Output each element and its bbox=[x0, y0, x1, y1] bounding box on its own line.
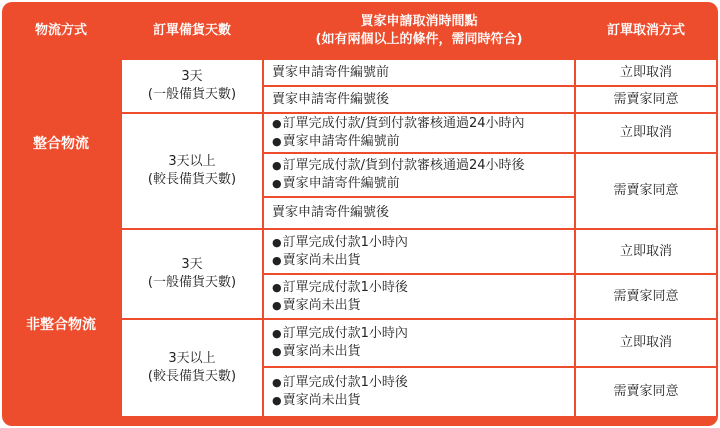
non-integrated-long-condition-1-line1: ● 訂單完成付款1小時內 bbox=[272, 325, 408, 343]
integrated-normal-condition-after bbox=[264, 87, 574, 112]
integrated-normal-days-line1: 3天 bbox=[181, 69, 203, 84]
non-integrated-normal-result-approval bbox=[576, 275, 716, 318]
integrated-normal-condition-before bbox=[264, 60, 574, 85]
header-cancel-method bbox=[576, 2, 716, 60]
non-integrated-normal-condition-2-line1: ● 訂單完成付款1小時後 bbox=[272, 279, 408, 297]
non-integrated-normal-condition-2-line2: ● 賣家尚未出貨 bbox=[272, 297, 361, 315]
integrated-normal-condition-after-text: 賣家申請寄件編號後 bbox=[272, 91, 390, 107]
header-logistics-method-label: 物流方式 bbox=[34, 23, 87, 38]
integrated-long-days-line1: 3天以上 bbox=[168, 154, 216, 169]
non-integrated-long-condition-1-line2: ● 賣家尚未出貨 bbox=[272, 343, 361, 361]
non-integrated-long-result-approval-text: 需賣家同意 bbox=[613, 384, 679, 399]
category-non-integrated-label: 非整合物流 bbox=[26, 317, 96, 333]
header-prep-days bbox=[122, 2, 262, 60]
header-prep-days-label: 訂單備貨天數 bbox=[152, 23, 231, 38]
non-integrated-normal-condition-1-line1: ● 訂單完成付款1小時內 bbox=[272, 234, 408, 252]
integrated-long-condition-3-text: 賣家申請寄件編號後 bbox=[272, 205, 390, 220]
integrated-long-condition-2-line2: ● 賣家申請寄件編號前 bbox=[272, 175, 400, 193]
non-integrated-long-result-cancel-text: 立即取消 bbox=[619, 335, 672, 350]
integrated-long-condition-3 bbox=[264, 198, 574, 228]
integrated-long-days-line2: (較長備貨天數) bbox=[147, 172, 237, 187]
integrated-long-condition-1-line1: ● 訂單完成付款/貨到付款審核通過24小時內 bbox=[272, 115, 525, 133]
category-integrated-label: 整合物流 bbox=[33, 136, 89, 152]
integrated-long-result-approval bbox=[576, 154, 716, 228]
header-cancel-time-line1: 買家申請取消時間點 bbox=[360, 14, 478, 29]
non-integrated-normal-result-cancel-text: 立即取消 bbox=[619, 243, 672, 259]
integrated-long-prep-days bbox=[122, 114, 262, 228]
integrated-long-result-cancel-text: 立即取消 bbox=[619, 125, 672, 140]
non-integrated-normal-days-line2: (一般備貨天數) bbox=[147, 275, 237, 290]
non-integrated-long-prep-days bbox=[122, 320, 262, 416]
non-integrated-normal-condition-1-line2: ● 賣家尚未出貨 bbox=[272, 252, 361, 270]
non-integrated-long-condition-1 bbox=[264, 320, 574, 366]
non-integrated-normal-days-line1: 3天 bbox=[181, 257, 203, 272]
integrated-long-condition-1-line2: ● 賣家申請寄件編號前 bbox=[272, 133, 400, 151]
integrated-normal-condition-before-text: 賣家申請寄件編號前 bbox=[272, 64, 390, 80]
integrated-long-condition-1 bbox=[264, 114, 574, 152]
header-cancel-time-line2: (如有兩個以上的條件，需同時符合) bbox=[315, 32, 523, 47]
category-integrated-logistics bbox=[2, 60, 120, 228]
integrated-long-result-approval-text: 需賣家同意 bbox=[613, 183, 679, 198]
integrated-long-condition-2 bbox=[264, 154, 574, 196]
integrated-long-result-cancel bbox=[576, 114, 716, 152]
integrated-normal-result-cancel-text: 立即取消 bbox=[619, 64, 672, 80]
integrated-normal-prep-days bbox=[122, 60, 262, 112]
header-logistics-method bbox=[2, 2, 120, 60]
non-integrated-normal-result-cancel bbox=[576, 230, 716, 273]
integrated-normal-result-cancel bbox=[576, 60, 716, 85]
header-cancel-method-label: 訂單取消方式 bbox=[606, 23, 685, 38]
non-integrated-normal-condition-1 bbox=[264, 230, 574, 273]
non-integrated-normal-condition-2 bbox=[264, 275, 574, 318]
non-integrated-long-condition-2-line2: ● 賣家尚未出貨 bbox=[272, 392, 361, 410]
non-integrated-long-days-line2: (較長備貨天數) bbox=[147, 369, 237, 384]
non-integrated-long-result-approval bbox=[576, 368, 716, 416]
non-integrated-long-days-line1: 3天以上 bbox=[168, 351, 216, 366]
integrated-normal-result-approval-text: 需賣家同意 bbox=[613, 91, 679, 107]
integrated-normal-result-approval bbox=[576, 87, 716, 112]
category-non-integrated-logistics bbox=[2, 230, 120, 420]
non-integrated-long-condition-2-line1: ● 訂單完成付款1小時後 bbox=[272, 374, 408, 392]
non-integrated-normal-result-approval-text: 需賣家同意 bbox=[613, 288, 679, 304]
integrated-long-condition-2-line1: ● 訂單完成付款/貨到付款審核通過24小時後 bbox=[272, 157, 525, 175]
header-cancel-time bbox=[264, 2, 574, 60]
non-integrated-long-result-cancel bbox=[576, 320, 716, 366]
non-integrated-long-condition-2 bbox=[264, 368, 574, 416]
non-integrated-normal-prep-days bbox=[122, 230, 262, 318]
integrated-normal-days-line2: (一般備貨天數) bbox=[147, 87, 237, 102]
